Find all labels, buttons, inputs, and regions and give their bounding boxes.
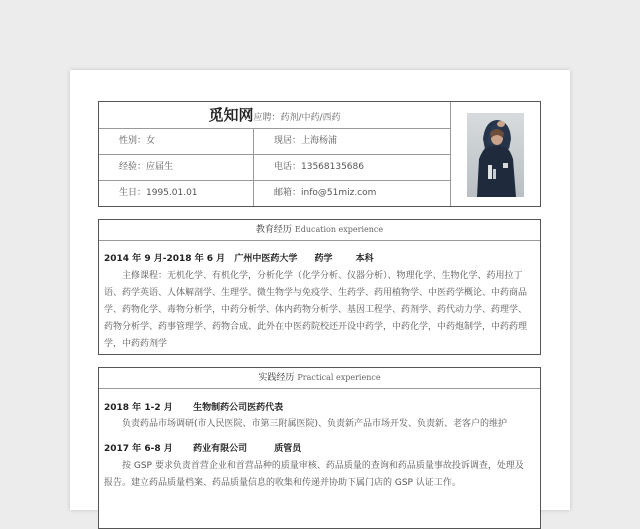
phone-cell: 电话：13568135686 [274, 162, 364, 172]
apply-position: 应聘：药剂/中药/西药 [253, 113, 341, 123]
practice-company: 生物制药公司医药代表 [193, 403, 284, 413]
practice-title [99, 368, 540, 389]
practice-entry-head [104, 400, 283, 413]
gender-cell: 性别：女 [99, 129, 254, 154]
practice-period: 2017 年 6-8 月 [104, 444, 173, 454]
practice-section [98, 367, 541, 529]
residence-cell: 现居：上海杨浦 [274, 136, 338, 146]
basic-info-block [98, 101, 541, 207]
photo-illustration [467, 113, 524, 197]
practice-period: 2018 年 1-2 月 [104, 403, 173, 413]
practice-description: 按 GSP 要求负责首营企业和首营品种的质量审核、药品质量的查询和药品质量事故投诉调查，处理及报告。建立药品质量档案、药品质量信息的收集和传递并协助下属门店的 GSP 认证工作。 [104, 461, 524, 488]
practice-company: 药业有限公司 [193, 444, 248, 454]
education-section [98, 219, 541, 355]
birthday-cell: 生日：1995.01.01 [99, 181, 254, 206]
practice-role: 质管员 [274, 444, 302, 454]
practice-description: 负责药品市场调研(市人民医院、市第三附属医院)、负责新产品市场开发、负责新、老客户的维护 [122, 419, 508, 429]
education-major: 药学 [314, 254, 333, 264]
name-row [99, 102, 450, 129]
education-entry-head [104, 251, 374, 264]
photo-column [450, 102, 540, 206]
education-courses: 主修课程：无机化学、有机化学，分析化学（化学分析、仪器分析）、物理化学、生物化学、药用拉丁语、药学英语、人体解剖学、生理学、微生物学与免疫学、生药学、药用植物学、中医药学概论、中药商品学、药物化学、毒物分析学，中药分析学、体内药物分析学、基因工程学、药剂学、药代动力学、药理学、药物分析学、药事管理学、药物合成、此外在中医药院校还开设中药学，中药化学，中药炮制学，中药药理学，中药药剂学 [104, 271, 528, 349]
profile-photo [467, 113, 524, 197]
education-school: 广州中医药大学 [234, 254, 298, 264]
practice-entry-head [104, 441, 301, 454]
education-title-cn: 教育经历 [255, 225, 292, 235]
candidate-name: 觅知网 [208, 106, 254, 124]
education-title [99, 220, 540, 241]
practice-title-en: Practical experience [297, 373, 381, 382]
practice-title-cn: 实践经历 [258, 373, 295, 383]
email-cell: 邮箱：info@51miz.com [274, 188, 377, 198]
education-degree: 本科 [355, 254, 374, 264]
education-title-en: Education experience [294, 225, 384, 234]
experience-cell: 经验：应届生 [99, 155, 254, 180]
education-period: 2014 年 9 月-2018 年 6 月 [104, 254, 226, 264]
resume-paper [70, 70, 570, 510]
